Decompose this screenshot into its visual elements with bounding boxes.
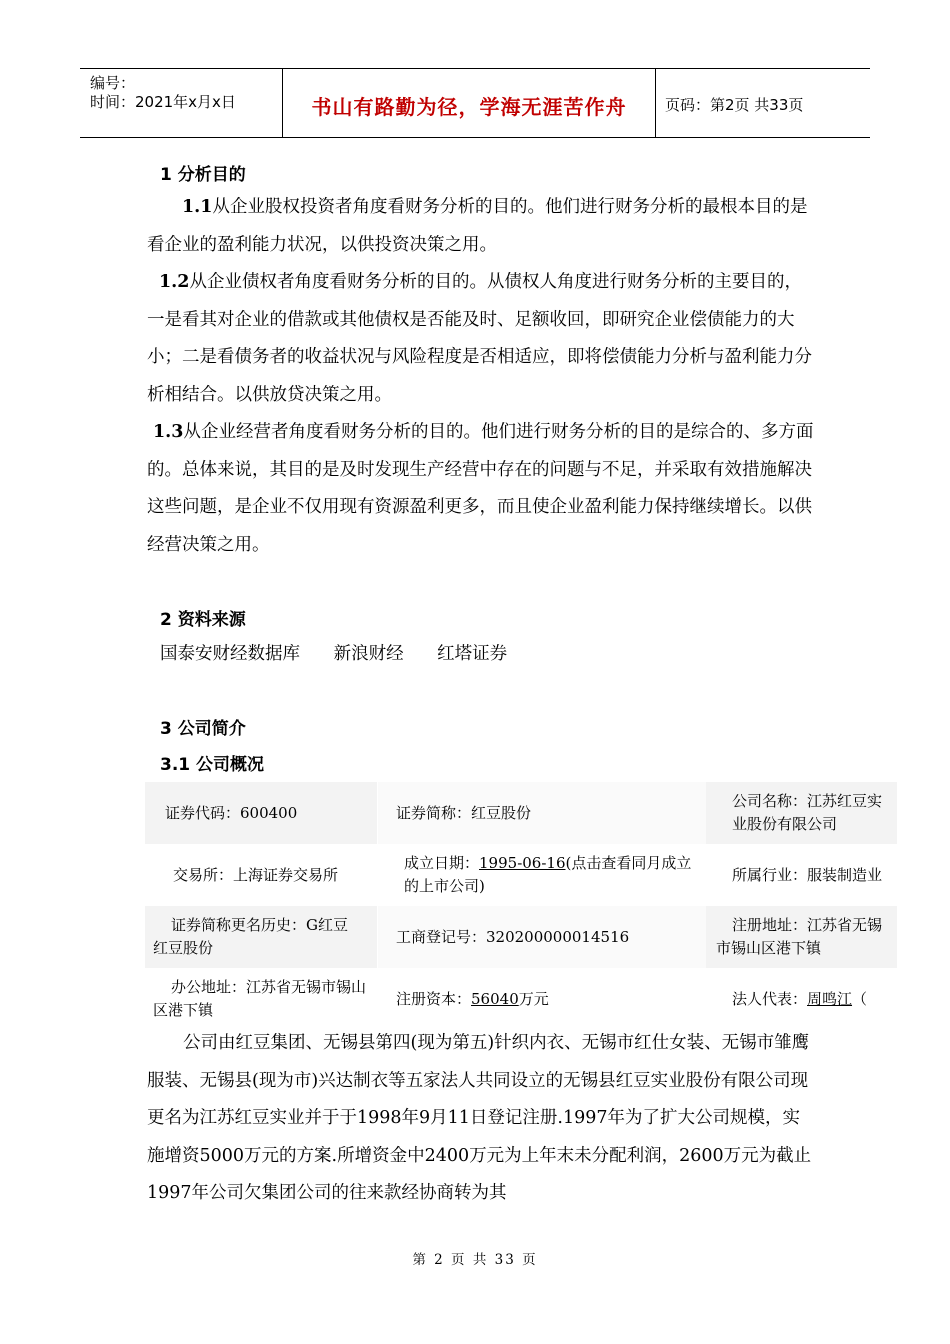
- legal-representative-link[interactable]: 周鸣江: [807, 989, 853, 1008]
- cell-unit: 万元: [518, 989, 549, 1008]
- header-left-cell: [80, 69, 282, 137]
- table-row: [145, 906, 897, 968]
- header-center-cell: [282, 69, 656, 137]
- founding-date-link[interactable]: 1995-06-16: [479, 854, 566, 872]
- paragraph-text: 从企业债权者角度看财务分析的目的。从债权人角度进行财务分析的主要目的，一是看其对企业的借款或其他债权是否能及时、足额收回，即研究企业偿债能力的大小；二是看债务者的收益状况与风险程度是否相适应，即将偿债能力分析与盈利能力分析相结合。以供放贷决策之用。: [147, 272, 812, 405]
- table-cell: [706, 782, 897, 844]
- doc-time: 时间：2021年x月x日: [90, 93, 236, 111]
- section-2-title: 2 资料来源: [160, 610, 246, 630]
- table-cell: 证券简称：红豆股份: [378, 782, 707, 844]
- doc-number: 编号：: [90, 74, 136, 92]
- cell-text: 注册地址：江苏省无锡市锡山区港下镇: [716, 916, 883, 957]
- table-row: [145, 968, 897, 1030]
- paragraph-number: 1.2: [159, 272, 190, 292]
- table-cell: [706, 906, 897, 968]
- source-item: 新浪财经: [333, 644, 404, 664]
- table-cell: 证券代码：600400: [145, 782, 378, 844]
- table-row: [145, 844, 897, 906]
- paragraph-number: 1.3: [153, 422, 184, 442]
- source-item: 红塔证券: [437, 644, 508, 664]
- header-motto: 书山有路勤为径，学海无涯苦作舟: [311, 95, 627, 119]
- source-item: 国泰安财经数据库: [160, 644, 300, 664]
- paragraph-text: 从企业经营者角度看财务分析的目的。他们进行财务分析的目的是综合的、多方面的。总体来说，其目的是及时发现生产经营中存在的问题与不足，并采取有效措施解决这些问题，是企业不仅用现有资源盈利更多，而且使企业盈利能力保持继续增长。以供经营决策之用。: [147, 422, 814, 555]
- table-cell: 工商登记号：320200000014516: [378, 906, 707, 968]
- cell-label: 法人代表：: [732, 989, 808, 1008]
- cell-note: (点击查看同月成立的上市公司): [404, 854, 692, 895]
- cell-text: 办公地址：江苏省无锡市锡山区港下镇: [153, 978, 367, 1019]
- section-3-title: 3 公司简介: [160, 719, 246, 739]
- table-cell: [145, 906, 378, 968]
- company-intro-paragraph: 公司由红豆集团、无锡县第四(现为第五)针织内衣、无锡市红仕女装、无锡市雏鹰服装、无锡县(现为市)兴达制衣等五家法人共同设立的无锡县红豆实业股份有限公司现更名为江苏红豆实业并于于1998年9月11日登记注册.1997年为了扩大公司规模，实施增资5000万元的方案.所增资金中2400万元为上年末未分配利润，2600万元为截止1997年公司欠集团公司的往来款经协商转为其: [147, 1033, 812, 1203]
- page-indicator: 页码：第2页 共33页: [665, 96, 804, 114]
- table-cell: 所属行业：服装制造业: [732, 865, 883, 884]
- table-cell: [706, 968, 897, 1030]
- registered-capital-link[interactable]: 56040: [471, 989, 519, 1008]
- source-list: [160, 640, 535, 665]
- table-cell: 交易所：上海证券交易所: [173, 865, 339, 884]
- table-cell: [145, 968, 378, 1030]
- paragraph-1-1: [147, 189, 817, 264]
- cell-text: 证券简称更名历史：G红豆 红豆股份: [153, 916, 348, 957]
- header-right-cell: [655, 69, 870, 137]
- company-info-table: [145, 782, 897, 1030]
- cell-label: 成立日期：: [404, 854, 480, 872]
- section-3-1-title: 3.1 公司概况: [160, 755, 265, 775]
- page-footer: 第 2 页 共 33 页: [412, 1252, 538, 1268]
- section-1-title: 1 分析目的: [160, 165, 246, 185]
- paragraph-number: 1.1: [182, 197, 213, 217]
- table-cell: [378, 968, 707, 1030]
- cell-trailing: （: [852, 989, 868, 1008]
- table-cell: [378, 844, 707, 906]
- paragraph-text: 从企业股权投资者角度看财务分析的目的。他们进行财务分析的最根本目的是看企业的盈利能力状况，以供投资决策之用。: [147, 197, 808, 255]
- table-row: [145, 782, 897, 844]
- page-header: [80, 68, 870, 138]
- cell-text: 公司名称：江苏红豆实业股份有限公司: [732, 792, 883, 833]
- cell-text: [388, 852, 696, 898]
- paragraph-1-2: [147, 264, 817, 414]
- cell-label: 注册资本：: [396, 989, 472, 1008]
- paragraph-1-3: [147, 414, 817, 564]
